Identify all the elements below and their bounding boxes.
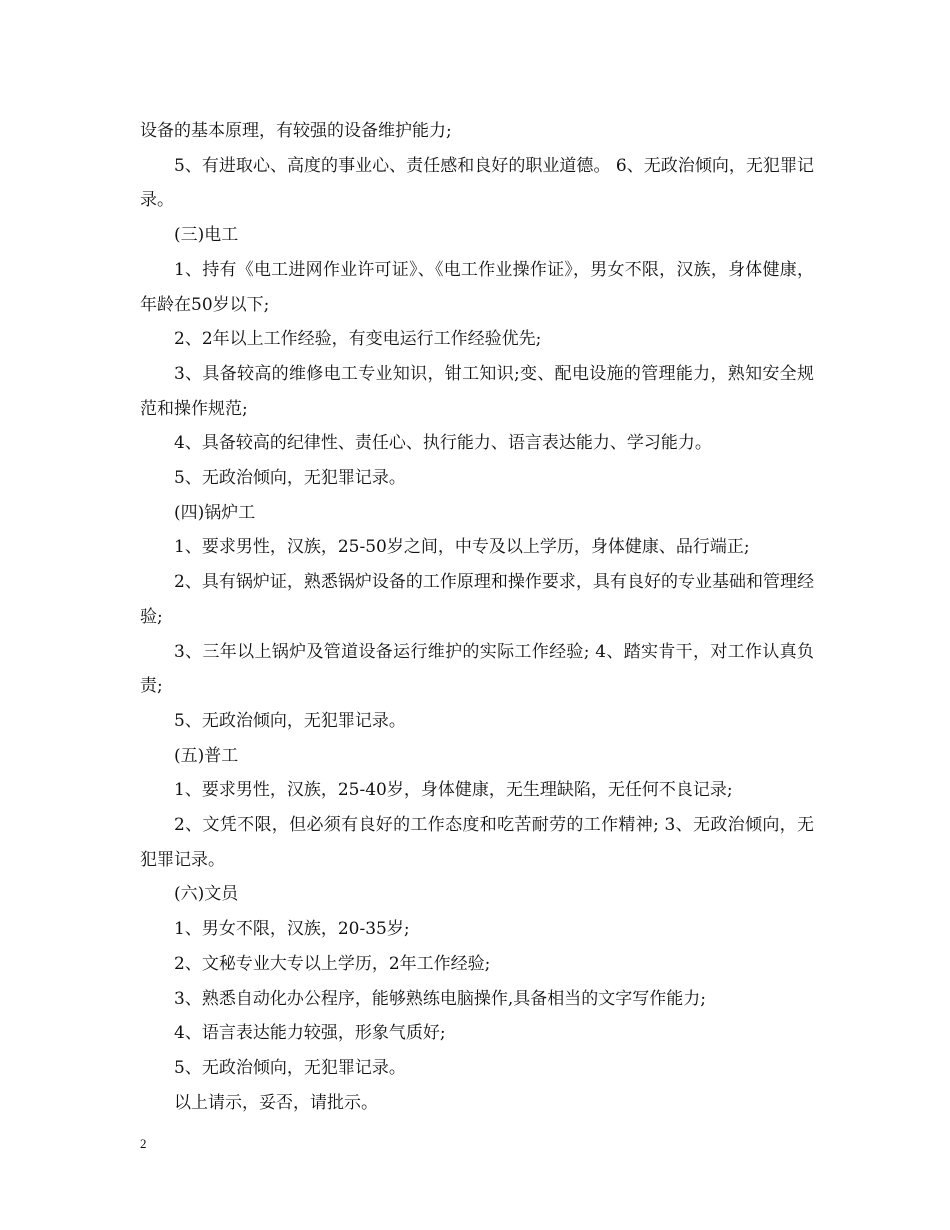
- paragraph: 1、持有《电工进网作业许可证》、《电工作业操作证》，男女不限，汉族，身体健康，年龄在50岁以下;: [140, 259, 814, 315]
- paragraph: 设备的基本原理，有较强的设备维护能力;: [140, 121, 452, 141]
- paragraph: 1、男女不限，汉族，20-35岁;: [174, 919, 410, 940]
- paragraph: 5、无政治倾向，无犯罪记录。: [174, 1057, 406, 1078]
- paragraph: 5、有进取心、高度的事业心、责任感和良好的职业道德。 6、无政治倾向，无犯罪记录。: [140, 155, 814, 211]
- paragraph: 4、语言表达能力较强，形象气质好;: [174, 1023, 446, 1044]
- paragraph: 3、具备较高的维修电工专业知识，钳工知识;变、配电设施的管理能力，熟知安全规范和操作规范;: [140, 363, 814, 419]
- page-number: 2: [140, 1136, 147, 1151]
- paragraph: 2、具有锅炉证，熟悉锅炉设备的工作原理和操作要求，具有良好的专业基础和管理经验;: [140, 572, 814, 627]
- document-body: [140, 114, 814, 1120]
- paragraph: 2、文凭不限，但必须有良好的工作态度和吃苦耐劳的工作精神; 3、无政治倾向，无犯罪记录。: [140, 815, 814, 870]
- paragraph: 1、要求男性，汉族，25-40岁，身体健康，无生理缺陷，无任何不良记录;: [174, 780, 733, 801]
- paragraph: 5、无政治倾向，无犯罪记录。: [174, 710, 406, 731]
- section-heading: (五)普工: [174, 745, 239, 766]
- paragraph: 3、熟悉自动化办公程序，能够熟练电脑操作,具备相当的文字写作能力;: [174, 988, 706, 1009]
- section-heading: (三)电工: [174, 225, 239, 246]
- section-heading: (六)文员: [174, 884, 239, 905]
- paragraph: 1、要求男性，汉族，25-50岁之间，中专及以上学历，身体健康、品行端正;: [174, 537, 750, 558]
- paragraph: 2、文秘专业大专以上学历，2年工作经验;: [174, 953, 491, 974]
- paragraph: 5、无政治倾向，无犯罪记录。: [174, 468, 406, 489]
- closing-paragraph: 以上请示，妥否，请批示。: [174, 1092, 378, 1113]
- paragraph: 4、具备较高的纪律性、责任心、执行能力、语言表达能力、学习能力。: [174, 433, 712, 454]
- paragraph: 2、2年以上工作经验，有变电运行工作经验优先;: [174, 329, 542, 350]
- paragraph: 3、三年以上锅炉及管道设备运行维护的实际工作经验; 4、踏实肯干，对工作认真负责;: [140, 641, 814, 697]
- section-heading: (四)锅炉工: [174, 502, 256, 523]
